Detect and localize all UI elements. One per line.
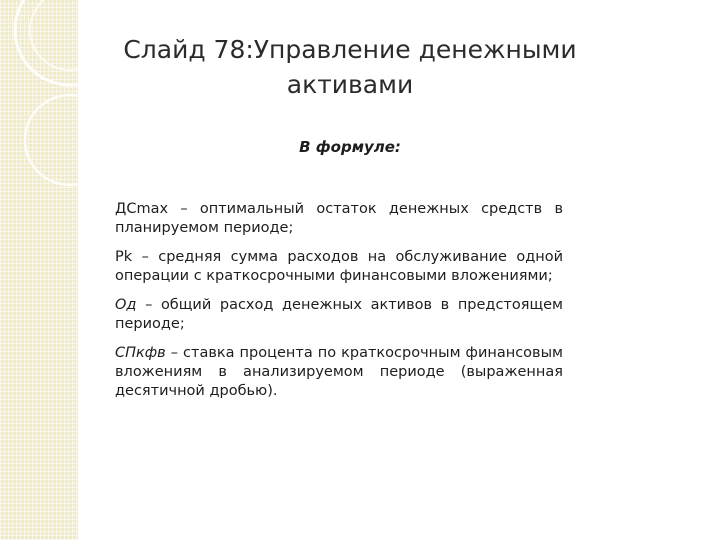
definition-term: Од [115, 297, 137, 313]
definition-term: ДСmax [115, 201, 169, 217]
definition-od [115, 296, 563, 334]
decorative-arcs [0, 0, 78, 540]
definition-spkfv [115, 344, 563, 401]
decorative-side-strip [0, 0, 78, 540]
definition-term: Pk [115, 249, 133, 265]
slide-title [110, 32, 590, 102]
definition-text: – средняя сумма расходов на обслуживание одной операции с краткосрочными финансовыми вложениями; [115, 249, 563, 284]
definition-dsmax [115, 200, 563, 238]
definition-text: – ставка процента по краткосрочным финансовым вложениям в анализируемом периоде (выраженная десятичной дробью). [115, 345, 563, 399]
definition-text: – оптимальный остаток денежных средств в планируемом периоде; [115, 201, 563, 236]
definition-text: – общий расход денежных активов в предстоящем периоде; [115, 297, 563, 332]
definition-term: СПкфв [115, 345, 166, 361]
slide-subtitle: В формуле: [299, 138, 401, 156]
definitions-list [115, 200, 563, 411]
slide-title-line1: Слайд 78:Управление денежными [123, 35, 577, 64]
slide-title-line2: активами [286, 70, 414, 99]
definition-pk [115, 248, 563, 286]
